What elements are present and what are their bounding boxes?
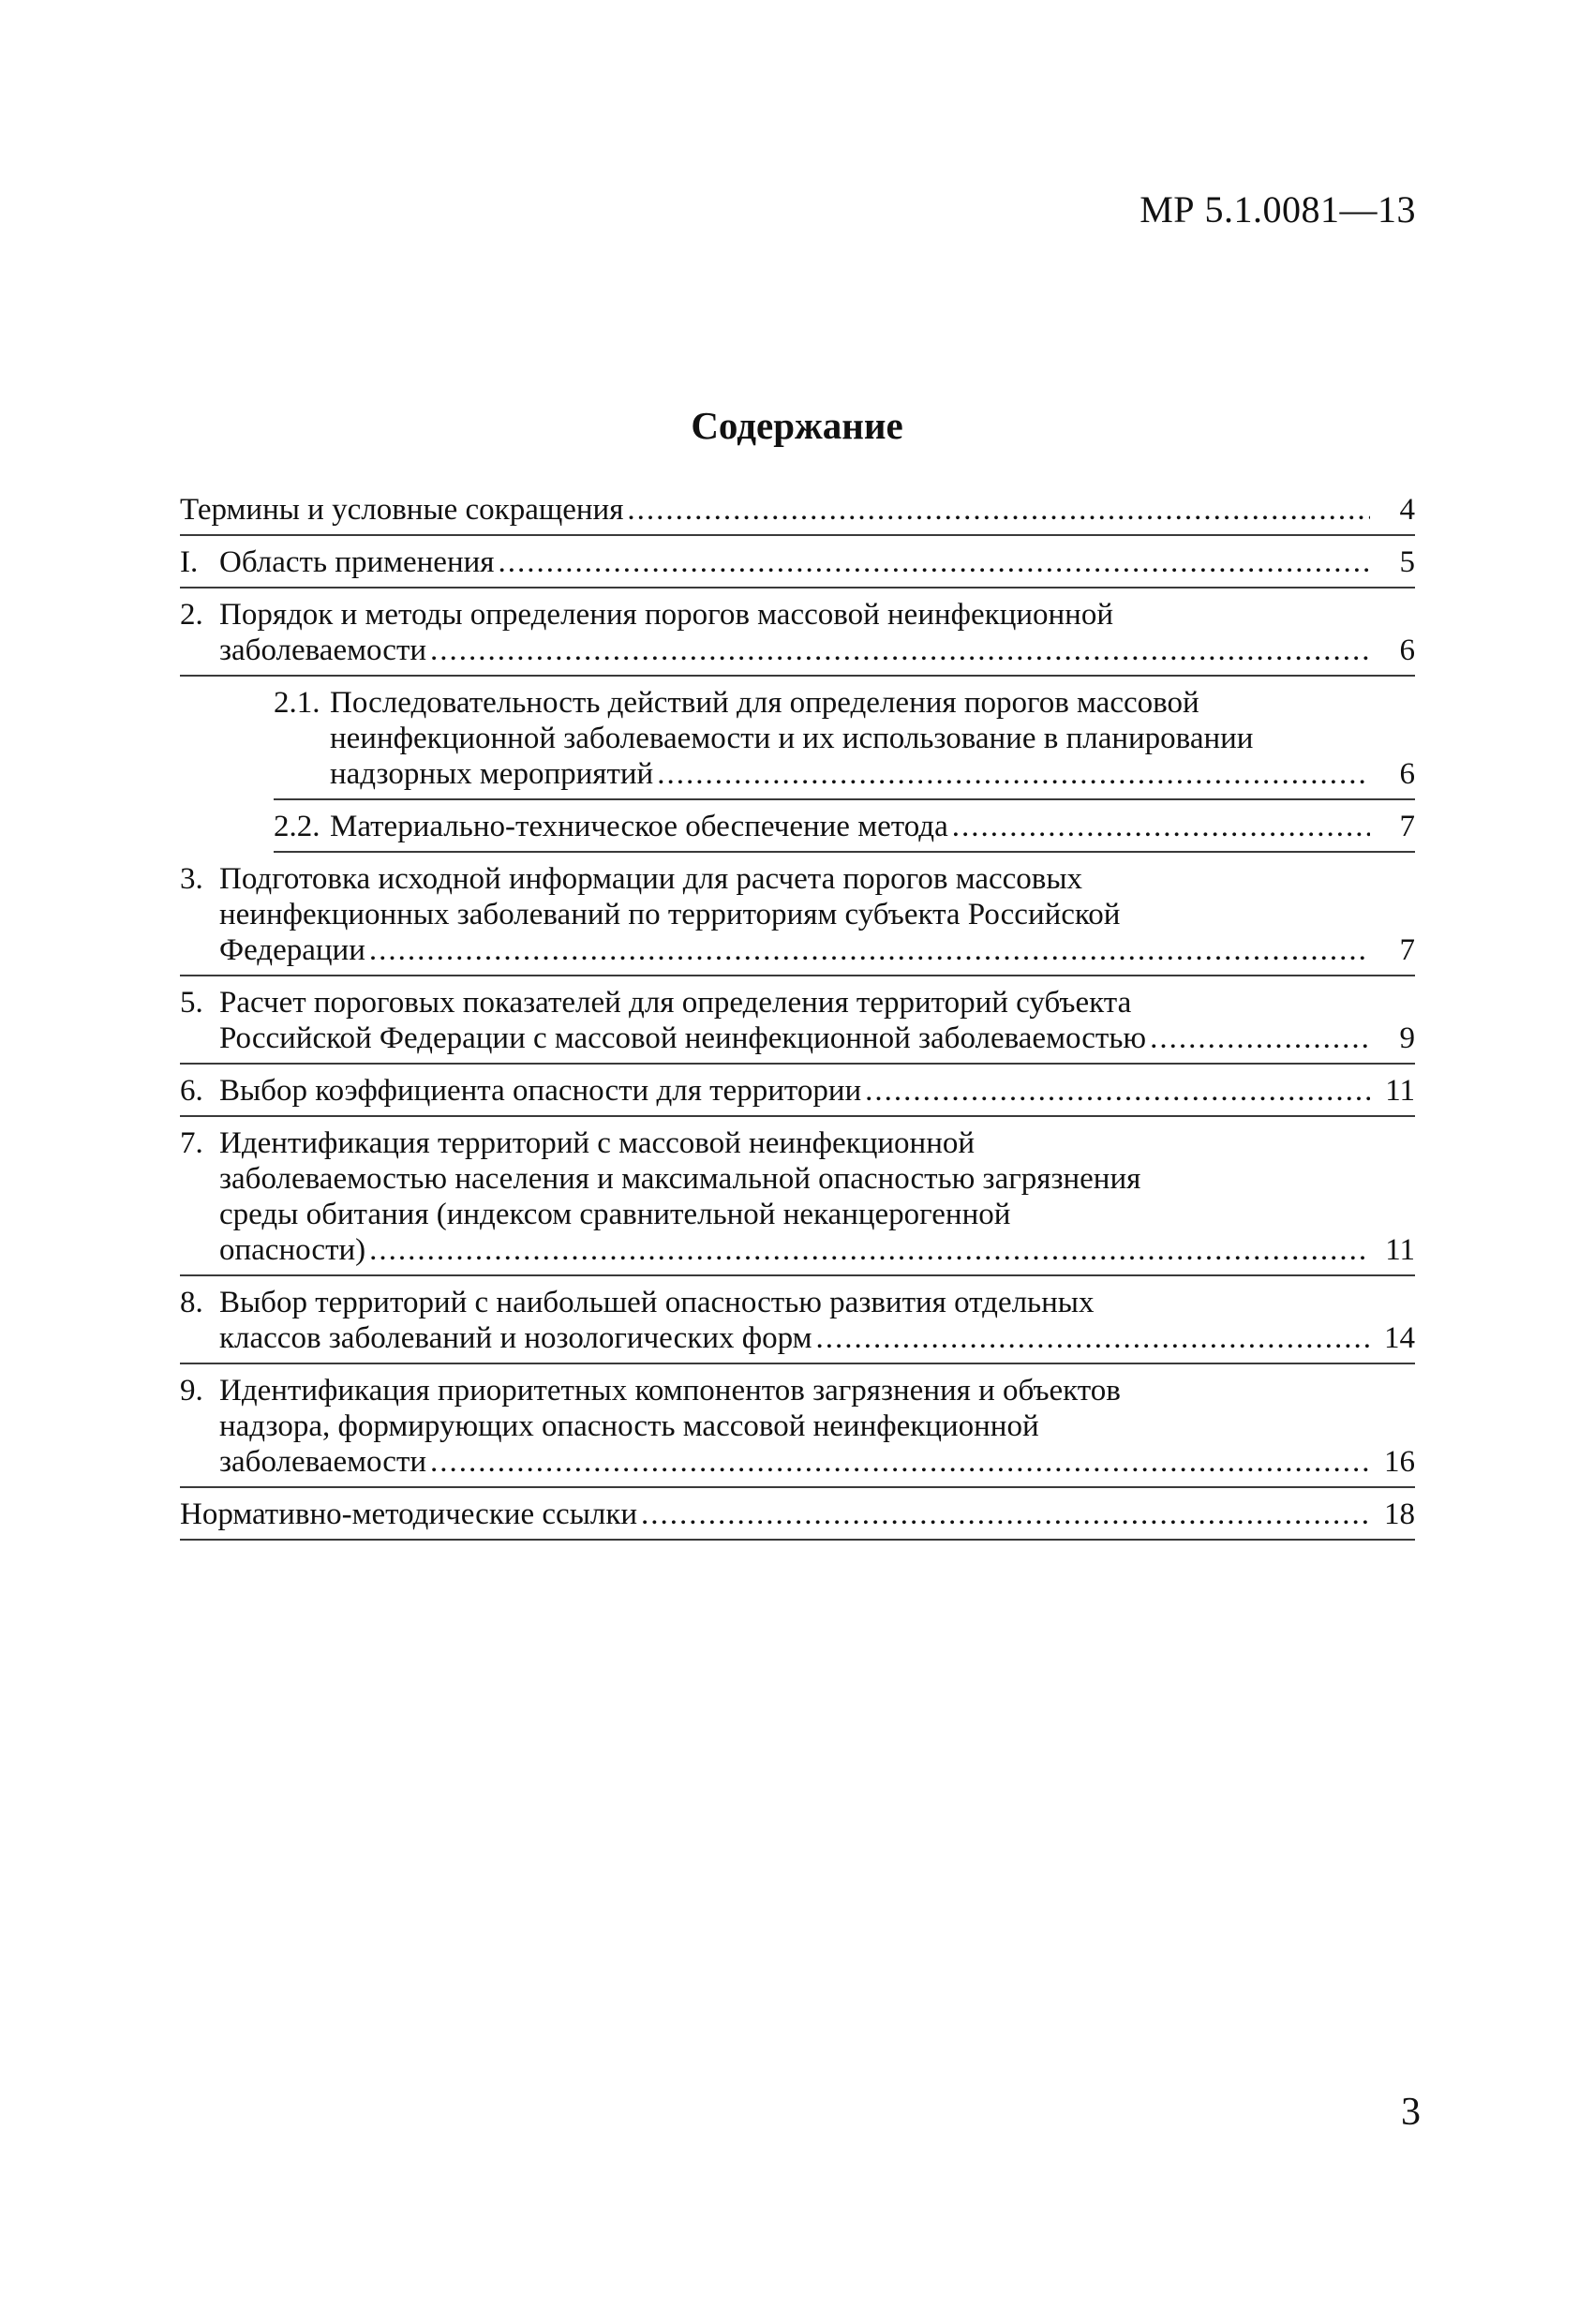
toc-entry-number: 7. [180, 1126, 203, 1160]
page-number: 3 [1401, 2091, 1421, 2134]
toc-entry-page: 14 [1384, 1321, 1415, 1355]
toc-entry-page: 6 [1399, 757, 1415, 791]
toc-entry-line [274, 685, 1374, 721]
toc-entry-text: среды обитания (индексом сравнительной неканцерогенной [219, 1198, 1011, 1231]
toc-entry-text: Термины и условные сокращения [180, 493, 624, 527]
toc-entry-text: заболеваемостью населения и максимальной опасностью загрязнения [219, 1162, 1141, 1196]
dot-leader [641, 1497, 1370, 1532]
dot-leader [430, 1444, 1370, 1480]
toc-entry [180, 1373, 1415, 1488]
toc-entry-number: 3. [180, 862, 203, 896]
toc-entry-line [274, 809, 1374, 844]
toc-entry-text: Материально-техническое обеспечение метода [330, 810, 948, 843]
toc-entry-line [180, 544, 1374, 580]
toc-entry-line [180, 1285, 1374, 1320]
toc-entry-text: Выбор территорий с наибольшей опасностью развития отдельных [219, 1286, 1095, 1319]
dot-leader [865, 1073, 1370, 1109]
toc-entry-text: надзорных мероприятий [330, 757, 654, 791]
toc-entry [274, 809, 1415, 853]
toc-entry-page: 4 [1399, 493, 1415, 527]
toc-entry-number: 2. [180, 598, 203, 632]
dot-leader [657, 756, 1370, 792]
toc-entry-page: 18 [1384, 1497, 1415, 1531]
toc-title: Содержание [691, 404, 903, 447]
toc-entry-number: 5. [180, 986, 203, 1020]
document-code: МР 5.1.0081—13 [1140, 188, 1416, 231]
toc-entry-text: опасности) [219, 1233, 366, 1267]
toc-entry-text: неинфекционной заболеваемости и их использование в планировании [330, 722, 1254, 755]
toc-entry-number: 8. [180, 1286, 203, 1319]
toc-entry-number: I. [180, 545, 199, 579]
toc-entry-page: 5 [1399, 545, 1415, 579]
toc-entry-line [180, 597, 1374, 633]
toc-entry [180, 544, 1415, 588]
toc-entry-page: 6 [1399, 633, 1415, 667]
toc-entry-page: 11 [1385, 1233, 1415, 1267]
dot-leader [1150, 1020, 1370, 1056]
toc-entry [180, 861, 1415, 976]
toc-entry-text: Подготовка исходной информации для расчета порогов массовых [219, 862, 1083, 896]
toc-entry-number: 2.1. [274, 686, 320, 720]
toc-entry-line [180, 1073, 1374, 1109]
toc-entry-line [274, 721, 1374, 756]
dot-leader [952, 809, 1370, 844]
toc-entry-text: Нормативно-методические ссылки [180, 1497, 638, 1531]
toc-entry-line [180, 1497, 1374, 1532]
toc-entry [180, 1073, 1415, 1117]
toc-entry-text: классов заболеваний и нозологических форм [219, 1321, 812, 1355]
toc-entry-line [274, 756, 1374, 792]
toc-entry [180, 492, 1415, 536]
toc-entry-page: 9 [1399, 1021, 1415, 1055]
toc-entry [274, 685, 1415, 800]
toc-entry-line [180, 1020, 1374, 1056]
toc-entry [180, 597, 1415, 677]
toc-entry-number: 6. [180, 1074, 203, 1108]
toc-entry-text: Идентификация приоритетных компонентов загрязнения и объектов [219, 1374, 1121, 1408]
toc-entry-text: надзора, формирующих опасность массовой неинфекционной [219, 1409, 1039, 1443]
dot-leader [369, 1232, 1370, 1268]
toc-entry-text: заболеваемости [219, 633, 427, 667]
toc-entry-page: 16 [1384, 1445, 1415, 1479]
dot-leader [627, 492, 1370, 528]
toc-entry-page: 7 [1399, 933, 1415, 967]
toc-entry-line [180, 1320, 1374, 1356]
toc-entry-text: Выбор коэффициента опасности для территории [219, 1074, 862, 1108]
toc-entry-text: Последовательность действий для определения порогов массовой [330, 686, 1199, 720]
toc-entry-line [180, 492, 1374, 528]
toc-entry-number: 2.2. [274, 810, 320, 843]
toc-entry-line [180, 1373, 1374, 1408]
toc-entry-text: неинфекционных заболеваний по территориям субъекта Российской [219, 898, 1121, 931]
toc-entry-line [180, 1408, 1374, 1444]
toc-entry-line [180, 985, 1374, 1020]
toc-entry-number: 9. [180, 1374, 203, 1408]
table-of-contents [180, 492, 1415, 1549]
toc-entry-text: Идентификация территорий с массовой неинфекционной [219, 1126, 976, 1160]
toc-entry [180, 1285, 1415, 1364]
dot-leader [816, 1320, 1370, 1356]
toc-entry [180, 1125, 1415, 1276]
toc-entry-text: Порядок и методы определения порогов массовой неинфекционной [219, 598, 1114, 632]
toc-entry-line [180, 861, 1374, 897]
toc-entry-text: заболеваемости [219, 1445, 427, 1479]
toc-entry-line [180, 633, 1374, 668]
toc-entry-line [180, 932, 1374, 968]
toc-entry-line [180, 897, 1374, 932]
toc-entry [180, 985, 1415, 1065]
toc-entry-line [180, 1197, 1374, 1232]
toc-entry-text: Область применения [219, 545, 495, 579]
toc-entry-text: Российской Федерации с массовой неинфекционной заболеваемостью [219, 1021, 1147, 1055]
toc-entry-line [180, 1161, 1374, 1197]
dot-leader [498, 544, 1370, 580]
dot-leader [430, 633, 1370, 668]
toc-entry-line [180, 1232, 1374, 1268]
toc-entry-page: 11 [1385, 1074, 1415, 1108]
toc-entry [180, 1497, 1415, 1541]
dot-leader [369, 932, 1370, 968]
toc-entry-text: Федерации [219, 933, 365, 967]
toc-entry-line [180, 1125, 1374, 1161]
toc-entry-text: Расчет пороговых показателей для определения территорий субъекта [219, 986, 1132, 1020]
toc-entry-line [180, 1444, 1374, 1480]
toc-entry-page: 7 [1399, 810, 1415, 843]
